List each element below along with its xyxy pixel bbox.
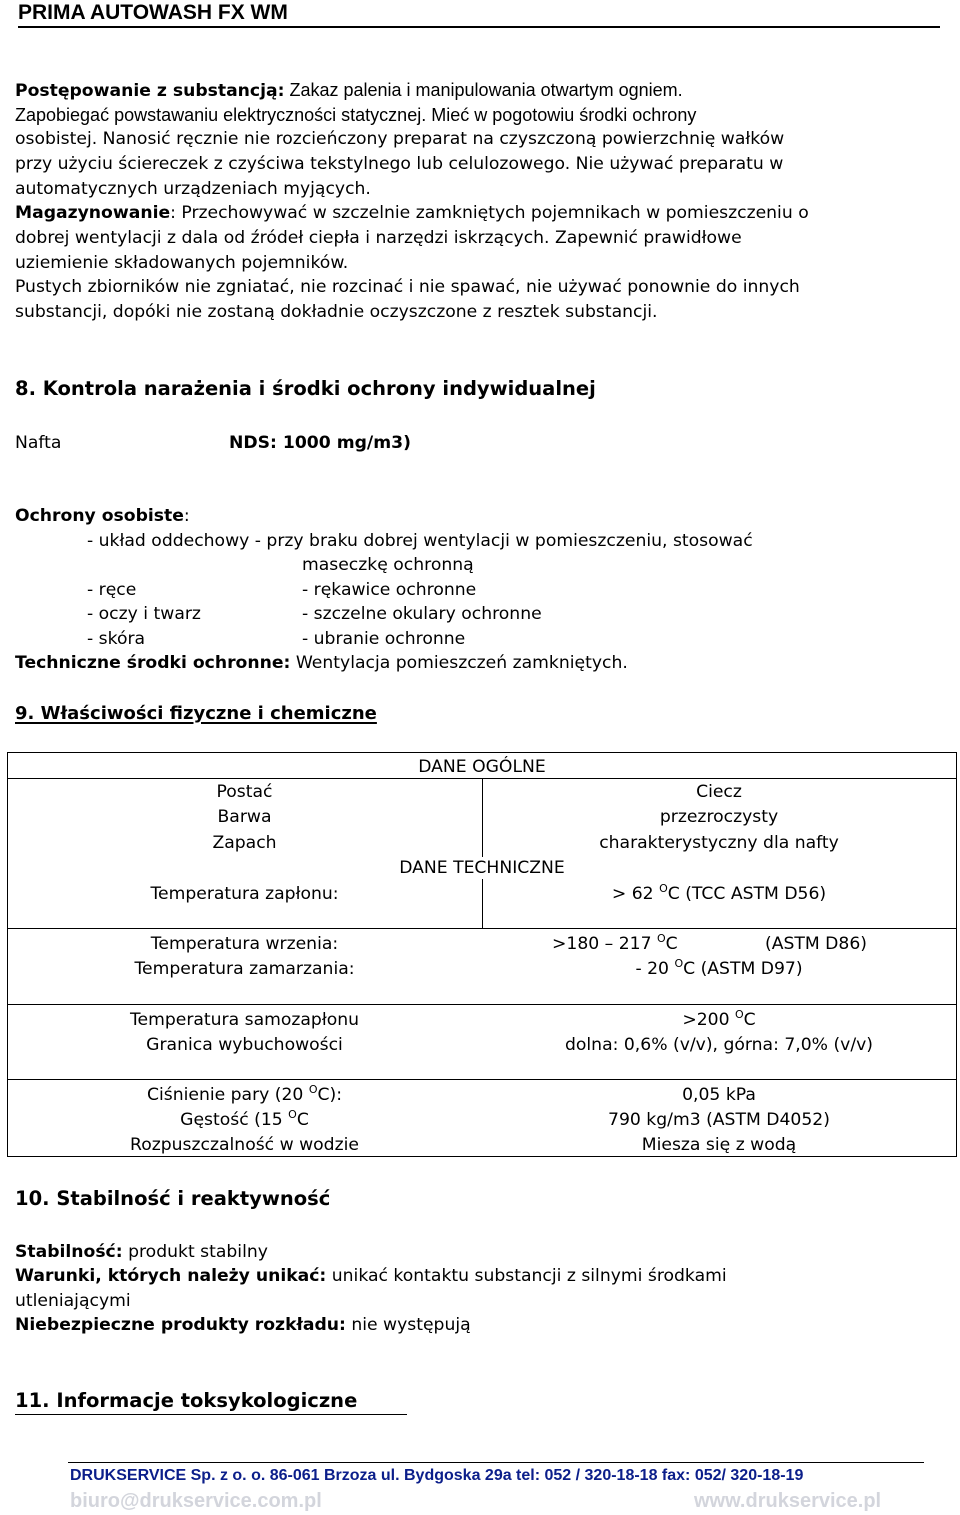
technical-data-header: DANE TECHNICZNE: [399, 858, 565, 878]
flash-point-label: Temperatura zapłonu:: [150, 884, 339, 904]
storage-line-1: Magazynowanie: Przechowywać w szczelnie zamkniętych pojemnikach w pomieszczeniu o: [15, 203, 809, 223]
protection-item-hands: - rękawice ochronne: [302, 580, 477, 600]
property-value: przezroczysty: [659, 807, 779, 827]
boiling-point-value: >180 – 217 $^O$C: [552, 932, 678, 954]
explosive-limits-label: Granica wybuchowości: [146, 1035, 343, 1055]
document-title: PRIMA AUTOWASH FX WM: [18, 1, 288, 24]
substance-name: Nafta: [15, 433, 62, 453]
footer-website: www.drukservice.pl: [694, 1490, 882, 1512]
footer-email: biuro@drukservice.com.pl: [70, 1490, 322, 1512]
density-label: Gęstość (15 $^O$C: [180, 1108, 309, 1130]
handling-line-4: przy użyciu ściereczek z czyściwa tekstylnego lub celulozowego. Nie używać preparatu w: [15, 154, 784, 174]
autoignition-value: >200 $^O$C: [682, 1008, 756, 1030]
footer-divider: [68, 1462, 924, 1463]
exposure-limit: NDS: 1000 mg/m3): [229, 433, 411, 453]
flash-point-value: > 62 $^O$C (TCC ASTM D56): [611, 882, 827, 904]
property-label: Postać: [216, 782, 273, 802]
footer-company-info: DRUKSERVICE Sp. z o. o. 86-061 Brzoza ul. Bydgoska 29a tel: 052 / 320-18-18 fax: 052/ 320-18-19: [70, 1467, 804, 1484]
boiling-point-method: (ASTM D86): [765, 934, 867, 954]
storage-line-3: uziemienie składowanych pojemników.: [15, 253, 349, 273]
respiratory-protection-cont: maseczkę ochronną: [302, 555, 474, 575]
empty-containers-line-2: substancji, dopóki nie zostaną dokładnie oczyszczone z resztek substancji.: [15, 302, 658, 322]
solubility-value: Miesza się z wodą: [641, 1135, 797, 1155]
conditions-to-avoid-cont: utleniającymi: [15, 1291, 131, 1311]
handling-line-3: osobistej. Nanosić ręcznie nie rozcieńczony preparat na czyszczoną powierzchnię wałków: [15, 129, 785, 149]
explosive-limits-value: dolna: 0,6% (v/v), górna: 7,0% (v/v): [564, 1035, 874, 1055]
property-label: Zapach: [212, 833, 277, 853]
section-8-heading: 8. Kontrola narażenia i środki ochrony indywidualnej: [15, 377, 596, 400]
solubility-label: Rozpuszczalność w wodzie: [130, 1135, 359, 1155]
protection-part-skin: - skóra: [87, 629, 146, 649]
conditions-to-avoid-line: Warunki, których należy unikać: unikać kontaktu substancji z silnymi środkami: [15, 1266, 727, 1286]
property-value: charakterystyczny dla nafty: [599, 833, 839, 853]
handling-label: Postępowanie z substancją:: [15, 81, 285, 101]
section-11-underline: [15, 1414, 407, 1415]
general-data-header: DANE OGÓLNE: [418, 757, 546, 777]
storage-label: Magazynowanie: [15, 203, 171, 223]
empty-containers-line-1: Pustych zbiorników nie zgniatać, nie rozcinać i nie spawać, nie używać ponownie do innych: [15, 277, 800, 297]
property-value: Ciecz: [696, 782, 742, 802]
hazardous-decomposition-line: Niebezpieczne produkty rozkładu: nie występują: [15, 1315, 471, 1335]
section-10-heading: 10. Stabilność i reaktywność: [15, 1187, 331, 1210]
autoignition-label: Temperatura samozapłonu: [129, 1010, 360, 1030]
respiratory-protection: - układ oddechowy - przy braku dobrej wentylacji w pomieszczeniu, stosować: [87, 531, 753, 551]
storage-line-2: dobrej wentylacji z dala od źródeł ciepła i narzędzi iskrzących. Zapewnić prawidłowe: [15, 228, 742, 248]
section-9-heading: 9. Właściwości fizyczne i chemiczne: [15, 703, 377, 724]
section-11-heading: 11. Informacje toksykologiczne: [15, 1389, 358, 1412]
handling-line-2: Zapobiegać powstawaniu elektryczności statycznej. Mieć w pogotowiu środki ochrony: [15, 105, 697, 125]
property-label: Barwa: [217, 807, 272, 827]
protection-part-eyes: - oczy i twarz: [87, 604, 201, 624]
handling-line-1: Postępowanie z substancją: Zakaz palenia i manipulowania otwartym ogniem.: [15, 80, 683, 101]
protection-part-hands: - ręce: [87, 580, 137, 600]
vapor-pressure-value: 0,05 kPa: [682, 1085, 756, 1105]
freezing-point-label: Temperatura zamarzania:: [134, 959, 355, 979]
boiling-point-label: Temperatura wrzenia:: [150, 934, 339, 954]
density-value: 790 kg/m3 (ASTM D4052): [608, 1110, 830, 1130]
protection-item-skin: - ubranie ochronne: [302, 629, 466, 649]
header-divider: [18, 26, 940, 28]
handling-line-5: automatycznych urządzeniach myjących.: [15, 179, 371, 199]
freezing-point-value: - 20 $^O$C (ASTM D97): [635, 957, 803, 979]
personal-protection-heading: Ochrony osobiste:: [15, 506, 190, 526]
protection-item-eyes: - szczelne okulary ochronne: [302, 604, 542, 624]
stability-line: Stabilność: produkt stabilny: [15, 1242, 268, 1262]
vapor-pressure-label: Ciśnienie pary (20 $^O$C):: [146, 1083, 343, 1105]
technical-measures: Techniczne środki ochronne: Wentylacja pomieszczeń zamkniętych.: [15, 653, 628, 673]
